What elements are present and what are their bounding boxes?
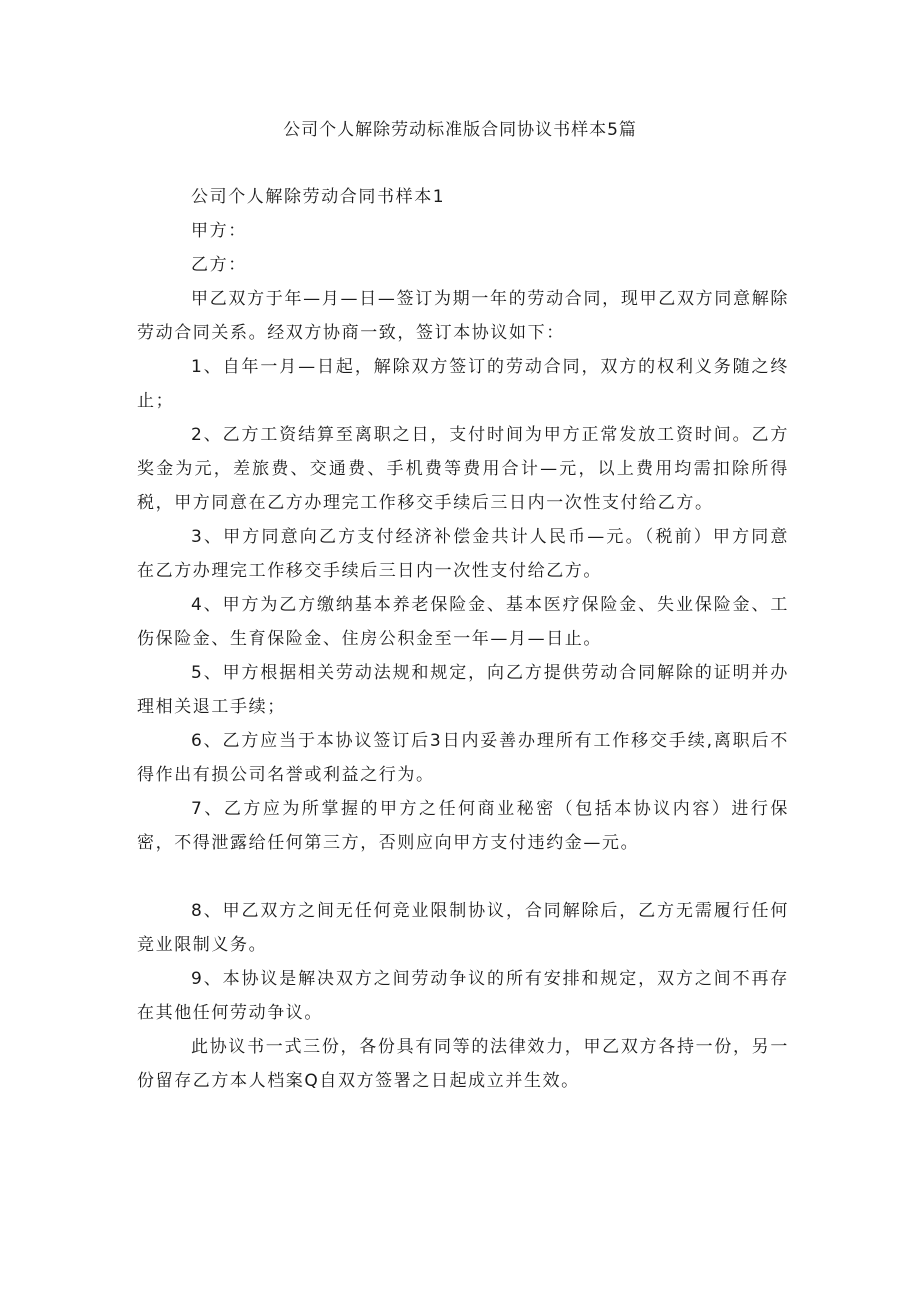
party-a-line: 甲方： <box>191 221 247 241</box>
document-body <box>137 180 789 1098</box>
clause-1: 1、自年一月—日起，解除双方签订的劳动合同，双方的权利义务随之终止； <box>137 357 789 411</box>
clause-7: 7、乙方应为所掌握的甲方之任何商业秘密（包括本协议内容）进行保密，不得泄露给任何第三方，否则应向甲方支付违约金—元。 <box>137 799 789 853</box>
clause-2: 2、乙方工资结算至离职之日，支付时间为甲方正常发放工资时间。乙方奖金为元，差旅费、交通费、手机费等费用合计—元，以上费用均需扣除所得税，甲方同意在乙方办理完工作移交手续后三日内一次性支付给乙方。 <box>137 425 789 513</box>
intro-paragraph: 甲乙双方于年—月—日—签订为期一年的劳动合同，现甲乙双方同意解除劳动合同关系。经双方协商一致，签订本协议如下： <box>137 289 789 343</box>
document-title: 公司个人解除劳动标准版合同协议书样本5篇 <box>283 120 637 140</box>
party-b-line: 乙方： <box>191 255 247 275</box>
clause-4: 4、甲方为乙方缴纳基本养老保险金、基本医疗保险金、失业保险金、工伤保险金、生育保险金、住房公积金至一年—月—日止。 <box>137 595 789 649</box>
clause-5: 5、甲方根据相关劳动法规和规定，向乙方提供劳动合同解除的证明并办理相关退工手续； <box>137 663 789 717</box>
closing-paragraph: 此协议书一式三份，各份具有同等的法律效力，甲乙双方各持一份，另一份留存乙方本人档案Q自双方签署之日起成立并生效。 <box>137 1037 789 1091</box>
clause-3: 3、甲方同意向乙方支付经济补偿金共计人民币—元。（税前）甲方同意在乙方办理完工作移交手续后三日内一次性支付给乙方。 <box>137 527 789 581</box>
clause-9: 9、本协议是解决双方之间劳动争议的所有安排和规定，双方之间不再存在其他任何劳动争议。 <box>137 969 789 1023</box>
paragraph-gap <box>137 860 789 894</box>
section-subtitle: 公司个人解除劳动合同书样本1 <box>191 187 446 207</box>
clause-8: 8、甲乙双方之间无任何竞业限制协议，合同解除后，乙方无需履行任何竞业限制义务。 <box>137 901 789 955</box>
clause-6: 6、乙方应当于本协议签订后3日内妥善办理所有工作移交手续,离职后不得作出有损公司名誉或利益之行为。 <box>137 731 789 785</box>
